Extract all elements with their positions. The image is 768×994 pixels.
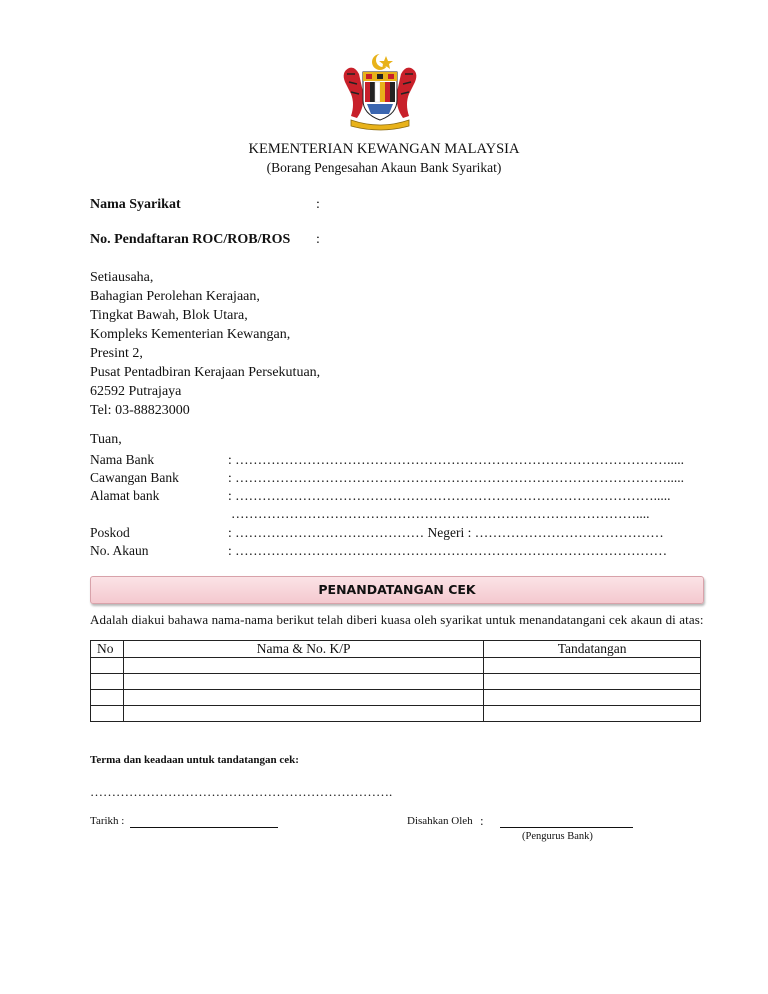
bank-manager-label: (Pengurus Bank) bbox=[522, 831, 593, 842]
table-row bbox=[91, 690, 701, 706]
table-cell[interactable] bbox=[484, 674, 701, 690]
bank-address-label: Alamat bank bbox=[90, 488, 160, 503]
recipient-address bbox=[90, 268, 320, 420]
address-line: Tel: 03-88823000 bbox=[90, 403, 190, 418]
table-row bbox=[91, 658, 701, 674]
column-header-name: Nama & No. K/P bbox=[123, 641, 483, 658]
bank-branch-field[interactable]: : ……………………………………………………………………………………..... bbox=[228, 470, 685, 485]
column-header-signature: Tandatangan bbox=[484, 641, 701, 658]
bank-manager-signature-field[interactable] bbox=[500, 827, 633, 828]
bank-branch-label: Cawangan Bank bbox=[90, 470, 179, 485]
column-header-no: No bbox=[91, 641, 124, 658]
cheque-signatory-section-heading: PENANDATANGAN CEK bbox=[90, 576, 704, 604]
account-number-label: No. Akaun bbox=[90, 543, 149, 558]
address-line: 62592 Putrajaya bbox=[90, 384, 182, 399]
bank-address-field-cont[interactable]: ……………………………………………………………………………….... bbox=[231, 506, 650, 521]
table-cell[interactable] bbox=[123, 706, 483, 722]
authorization-text: Adalah diakui bahawa nama-nama berikut telah diberi kuasa oleh syarikat untuk menandatangani cek akaun di atas: bbox=[90, 612, 704, 627]
salutation: Tuan, bbox=[90, 432, 122, 447]
postcode-state-field[interactable]: : …………………………………… Negeri : …………………………………… bbox=[228, 525, 664, 540]
account-number-field[interactable]: : …………………………………………………………………………………… bbox=[228, 543, 668, 558]
bank-name-label: Nama Bank bbox=[90, 452, 155, 467]
terms-field[interactable]: ……………………………………………………………. bbox=[90, 784, 393, 799]
jata-negara-crest-icon bbox=[335, 52, 425, 132]
table-cell[interactable] bbox=[91, 674, 124, 690]
registration-colon: : bbox=[316, 232, 320, 247]
table-cell[interactable] bbox=[484, 706, 701, 722]
table-row bbox=[91, 674, 701, 690]
table-cell[interactable] bbox=[123, 658, 483, 674]
table-cell[interactable] bbox=[484, 658, 701, 674]
company-name-colon: : bbox=[316, 197, 320, 212]
registration-label: No. Pendaftaran ROC/ROB/ROS bbox=[90, 232, 291, 247]
table-cell[interactable] bbox=[91, 706, 124, 722]
postcode-label: Poskod bbox=[90, 525, 130, 540]
table-cell[interactable] bbox=[91, 690, 124, 706]
address-line: Pusat Pentadbiran Kerajaan Persekutuan, bbox=[90, 365, 321, 380]
form-subtitle: (Borang Pengesahan Akaun Bank Syarikat) bbox=[266, 160, 502, 175]
table-cell[interactable] bbox=[91, 658, 124, 674]
table-row bbox=[91, 706, 701, 722]
table-cell[interactable] bbox=[484, 690, 701, 706]
verified-by-colon: : bbox=[480, 813, 484, 828]
table-header-row bbox=[91, 641, 701, 658]
address-line: Presint 2, bbox=[90, 346, 143, 361]
address-line: Bahagian Perolehan Kerajaan, bbox=[90, 289, 260, 304]
company-name-label: Nama Syarikat bbox=[90, 197, 181, 212]
table-cell[interactable] bbox=[123, 690, 483, 706]
bank-name-field[interactable]: : ……………………………………………………………………………………..... bbox=[228, 452, 685, 467]
verified-by-label: Disahkan Oleh bbox=[407, 815, 473, 827]
signatory-table bbox=[90, 640, 701, 722]
address-line: Setiausaha, bbox=[90, 270, 154, 285]
date-field[interactable] bbox=[130, 827, 278, 828]
date-label: Tarikh : bbox=[90, 815, 125, 827]
ministry-title: KEMENTERIAN KEWANGAN MALAYSIA bbox=[248, 141, 520, 157]
address-line: Kompleks Kementerian Kewangan, bbox=[90, 327, 291, 342]
bank-address-field[interactable]: : …………………………………………………………………………………..... bbox=[228, 488, 671, 503]
terms-label: Terma dan keadaan untuk tandatangan cek: bbox=[90, 754, 299, 766]
address-line: Tingkat Bawah, Blok Utara, bbox=[90, 308, 248, 323]
table-cell[interactable] bbox=[123, 674, 483, 690]
